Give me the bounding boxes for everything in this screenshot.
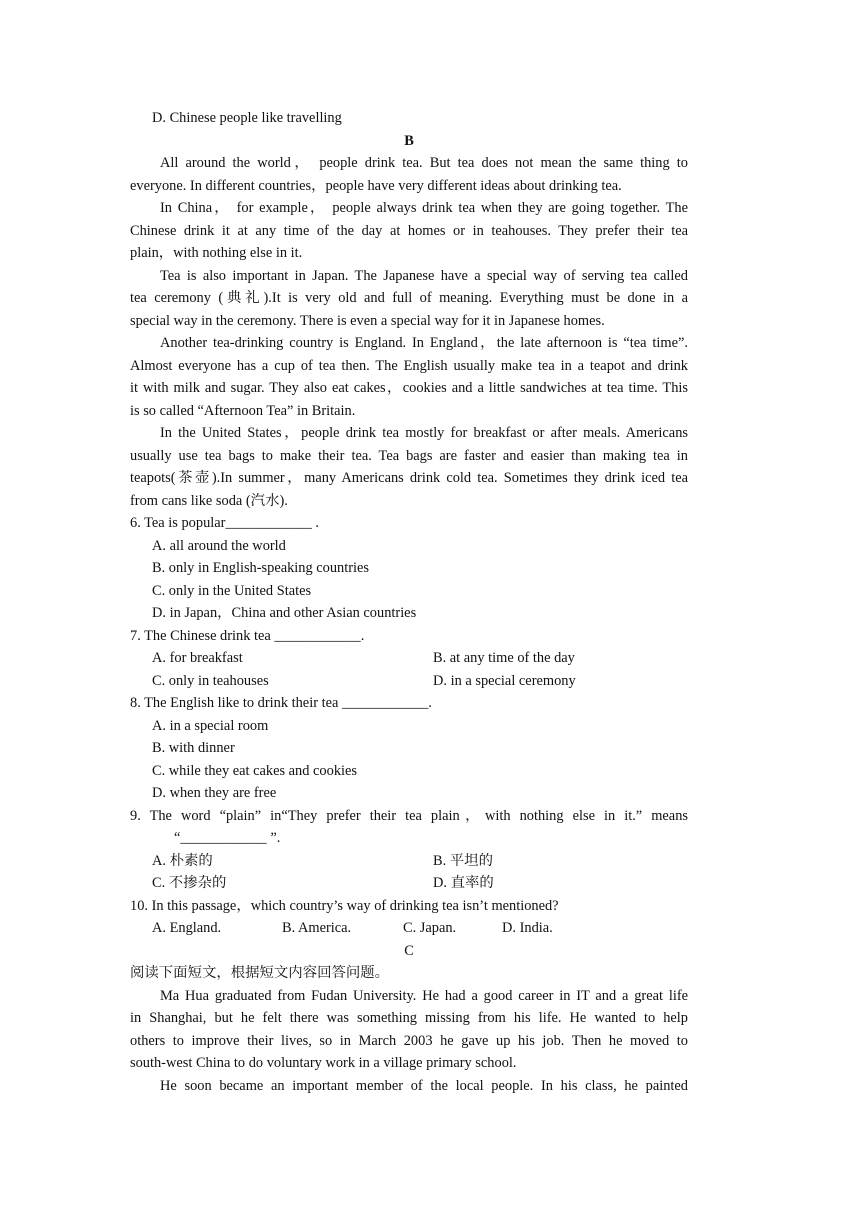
option-d: D. in Japan，China and other Asian countries xyxy=(152,605,417,621)
option-d: D. 直率的 xyxy=(433,875,494,891)
passage-line: usually use tea bags to make their tea. Tea bags are faster and easier than making tea in xyxy=(130,447,688,464)
option-row xyxy=(130,670,688,693)
question-9 xyxy=(130,805,688,895)
passage-line: tea ceremony (典礼).It is very old and full of meaning. Everything must be done in a xyxy=(130,290,688,306)
passage-line: everyone. In different countries，people have very different ideas about drinking tea. xyxy=(130,177,622,194)
passage-line: Tea is also important in Japan. The Japanese have a special way of serving tea called xyxy=(160,267,688,284)
passage-c xyxy=(130,985,688,1098)
passage-line: All around the world， people drink tea. But tea does not mean the same thing to xyxy=(160,155,688,171)
option-b: B. only in English-speaking countries xyxy=(152,560,370,576)
document-page xyxy=(130,107,688,1097)
question-7 xyxy=(130,625,688,693)
option-b: B. 平坦的 xyxy=(433,852,493,869)
option-a: A. England. xyxy=(152,920,222,936)
section-c-instruction: 阅读下面短文，根据短文内容回答问题。 xyxy=(130,965,390,981)
option-row xyxy=(130,850,688,873)
option-b: B. America. xyxy=(282,920,352,936)
question-10 xyxy=(130,895,688,940)
option-c: C. while they eat cakes and cookies xyxy=(152,762,357,779)
question-stem-cont: “____________ ”. xyxy=(174,830,281,846)
question-stem: 7. The Chinese drink tea ____________. xyxy=(130,627,365,644)
passage-line: it with milk and sugar. They also eat cakes，cookies and a little sandwiches at tea time. This xyxy=(130,380,688,396)
passage-line: In the United States，people drink tea mostly for breakfast or after meals. Americans xyxy=(160,425,688,441)
passage-line: in Shanghai, but he felt there was something missing from his life. He wanted to help xyxy=(130,1010,688,1026)
passage-line: Another tea-drinking country is England. In England，the late afternoon is “tea time”. xyxy=(160,335,688,351)
passage-line: Ma Hua graduated from Fudan University. He had a good career in IT and a great life xyxy=(160,987,688,1004)
option-a: A. for breakfast xyxy=(152,650,243,666)
passage-line: He soon became an important member of the local people. In his class, he painted xyxy=(160,1077,688,1094)
passage-line: teapots(茶壶).In summer，many Americans drink cold tea. Sometimes they drink iced tea xyxy=(130,470,688,486)
option-a: A. 朴素的 xyxy=(152,852,213,869)
option-c: C. Japan. xyxy=(403,920,457,936)
option-row xyxy=(130,872,688,895)
section-c-title: C xyxy=(404,942,414,959)
passage-b xyxy=(130,152,688,512)
passage-line: from cans like soda (汽水). xyxy=(130,492,288,509)
option-a: A. in a special room xyxy=(152,717,269,734)
option-c: C. only in teahouses xyxy=(152,672,269,689)
passage-line: is so called “Afternoon Tea” in Britain. xyxy=(130,402,356,419)
option-b: B. with dinner xyxy=(152,740,235,756)
passage-line: special way in the ceremony. There is even a special way for it in Japanese homes. xyxy=(130,312,605,329)
question-6 xyxy=(130,512,688,625)
passage-line: others to improve their lives, so in March 2003 he gave up his job. Then he moved to xyxy=(130,1032,688,1049)
passage-line: In China， for example， people always drink tea when they are going together. The xyxy=(160,200,688,216)
question-8 xyxy=(130,692,688,805)
option-c: C. only in the United States xyxy=(152,582,312,599)
passage-line: plain，with nothing else in it. xyxy=(130,245,303,261)
passage-line: Chinese drink it at any time of the day at homes or in teahouses. They prefer their tea xyxy=(130,222,688,239)
passage-line: Almost everyone has a cup of tea then. The English usually make tea in a teapot and drink xyxy=(130,357,688,374)
option-row xyxy=(130,647,688,670)
q5-option-d: D. Chinese people like travelling xyxy=(152,110,342,126)
passage-line: south-west China to do voluntary work in a village primary school. xyxy=(130,1055,517,1071)
option-d: D. in a special ceremony xyxy=(433,672,576,689)
option-b: B. at any time of the day xyxy=(433,650,575,666)
section-b-title: B xyxy=(404,132,414,149)
question-stem: 6. Tea is popular____________ . xyxy=(130,515,319,531)
question-stem: 10. In this passage，which country’s way of drinking tea isn’t mentioned? xyxy=(130,897,559,914)
option-d: D. when they are free xyxy=(152,785,277,801)
question-stem: 9. The word “plain” in“They prefer their tea plain，with nothing else in it.” means xyxy=(130,807,688,824)
option-a: A. all around the world xyxy=(152,537,286,554)
question-stem: 8. The English like to drink their tea ____________. xyxy=(130,695,432,711)
option-c: C. 不掺杂的 xyxy=(152,875,227,891)
option-row xyxy=(130,917,688,940)
option-d: D. India. xyxy=(502,920,553,936)
